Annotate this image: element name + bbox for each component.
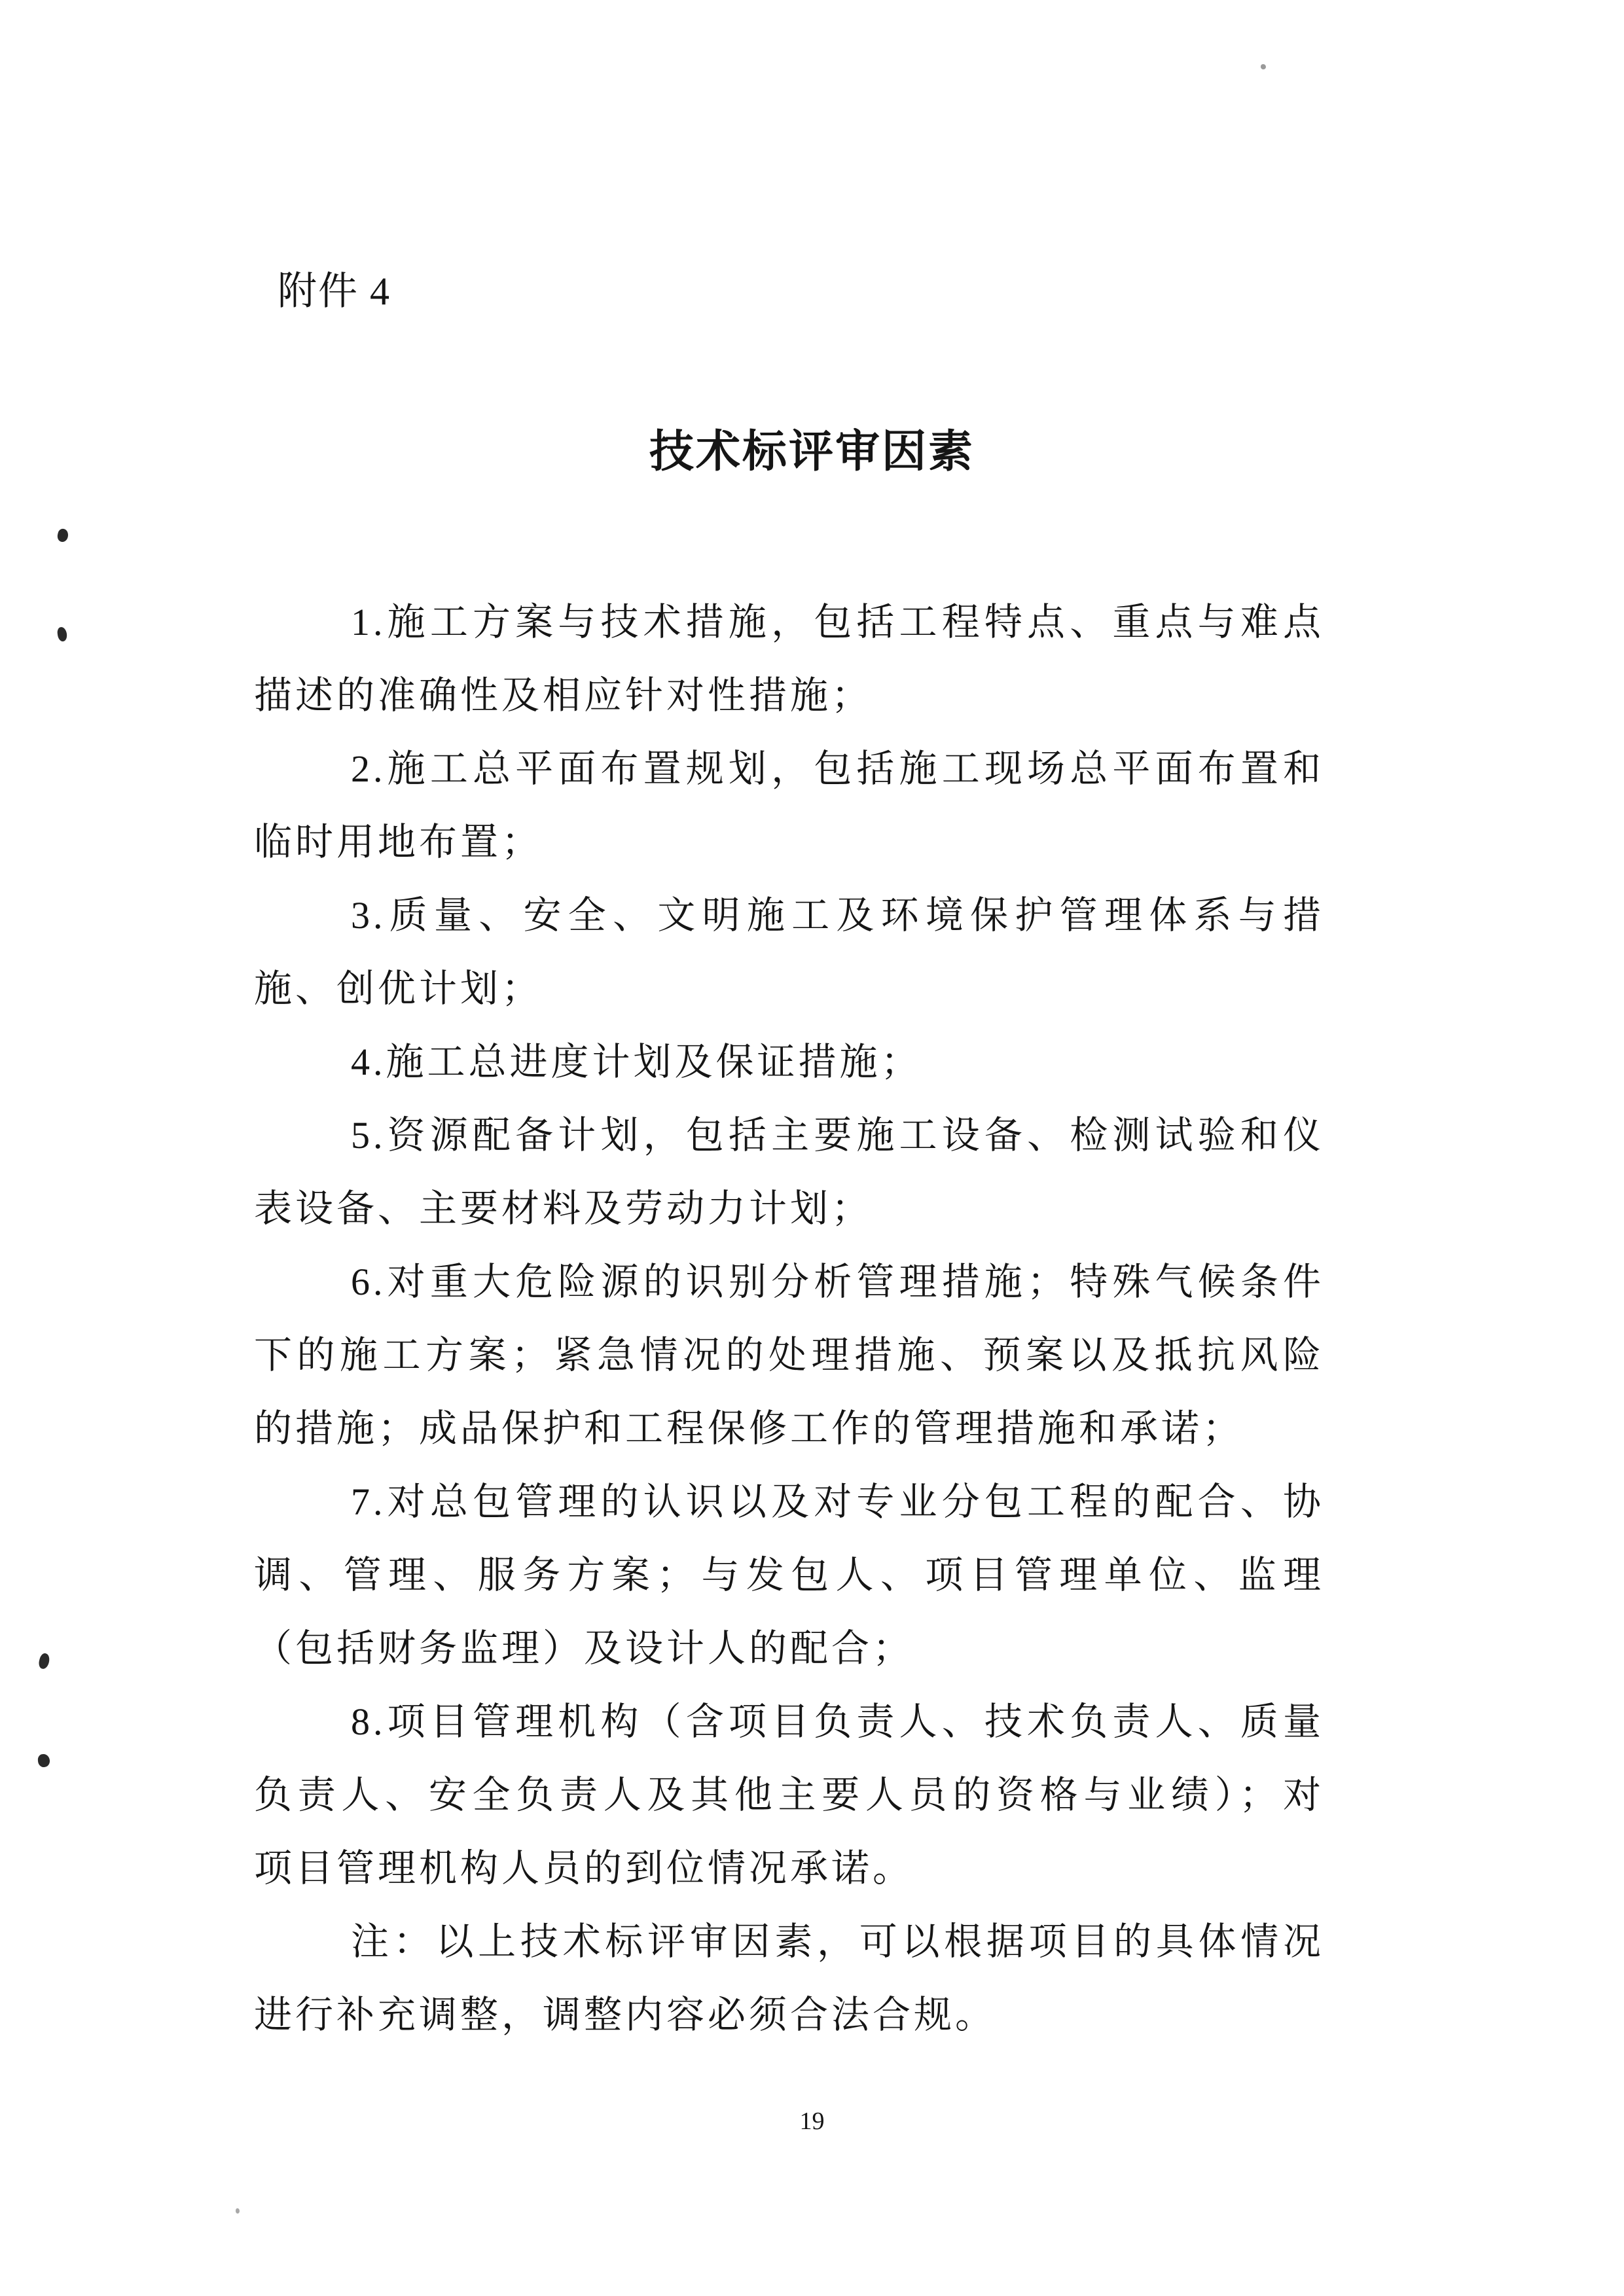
scan-speck bbox=[56, 528, 69, 543]
scan-speck bbox=[37, 1753, 50, 1767]
body-line: 的措施；成品保护和工程保修工作的管理措施和承诺； bbox=[254, 1407, 1244, 1450]
scan-speck bbox=[1261, 64, 1266, 69]
body-line: （包括财务监理）及设计人的配合； bbox=[254, 1627, 914, 1670]
scan-speck bbox=[57, 626, 68, 642]
body-line: 1.施工方案与技术措施，包括工程特点、重点与难点 bbox=[351, 601, 1324, 643]
body-line: 3.质量、安全、文明施工及环境保护管理体系与措 bbox=[351, 894, 1324, 937]
body-text bbox=[254, 586, 1324, 2052]
body-line: 4.施工总进度计划及保证措施； bbox=[351, 1041, 922, 1083]
body-line: 6.对重大危险源的识别分析管理措施；特殊气候条件 bbox=[351, 1261, 1324, 1303]
body-line: 2.施工总平面布置规划，包括施工现场总平面布置和 bbox=[351, 747, 1324, 790]
scan-speck bbox=[37, 1652, 51, 1670]
page-number: 19 bbox=[799, 2108, 825, 2135]
body-line: 项目管理机构人员的到位情况承诺。 bbox=[254, 1847, 914, 1890]
body-line: 进行补充调整，调整内容必须合法合规。 bbox=[254, 1994, 997, 2036]
body-line: 负责人、安全负责人及其他主要人员的资格与业绩）；对 bbox=[254, 1774, 1324, 1816]
body-line: 注：以上技术标评审因素，可以根据项目的具体情况 bbox=[351, 1920, 1324, 1963]
body-line: 描述的准确性及相应针对性措施； bbox=[254, 674, 873, 717]
body-line: 临时用地布置； bbox=[254, 821, 543, 863]
scan-speck bbox=[236, 2208, 240, 2214]
attachment-label: 附件 4 bbox=[278, 270, 391, 313]
body-line: 5.资源配备计划，包括主要施工设备、检测试验和仪 bbox=[351, 1114, 1324, 1157]
body-line: 表设备、主要材料及劳动力计划； bbox=[254, 1187, 873, 1230]
body-line: 7.对总包管理的认识以及对专业分包工程的配合、协 bbox=[351, 1480, 1324, 1523]
body-line: 8.项目管理机构（含项目负责人、技术负责人、质量 bbox=[351, 1700, 1324, 1743]
page-title: 技术标评审因素 bbox=[649, 427, 975, 476]
body-line: 施、创优计划； bbox=[254, 967, 543, 1010]
body-line: 下的施工方案；紧急情况的处理措施、预案以及抵抗风险 bbox=[254, 1334, 1324, 1376]
body-line: 调、管理、服务方案；与发包人、项目管理单位、监理 bbox=[254, 1554, 1324, 1596]
